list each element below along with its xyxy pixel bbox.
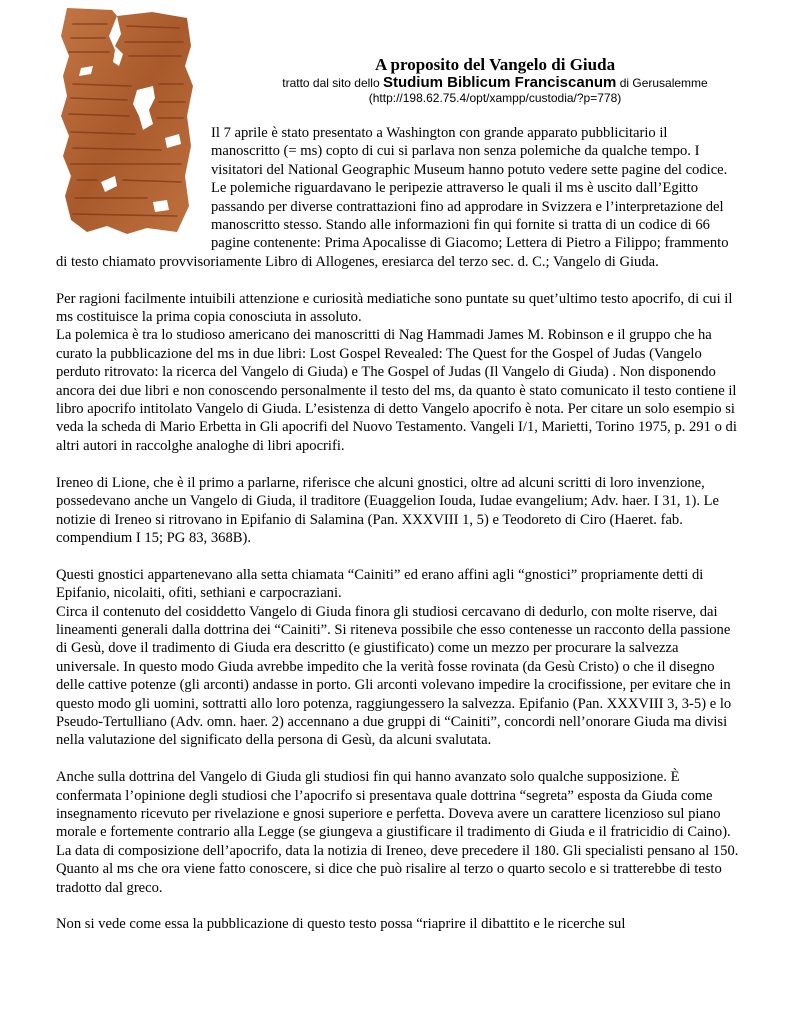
subtitle-suffix: di Gerusalemme (616, 76, 708, 90)
paragraph: Anche sulla dottrina del Vangelo di Giuda gli studiosi fin qui hanno avanzato solo qualche supposizione. È confermata l’opinione degli studiosi che l’apocrifo si presentava quale dottrina “segreta” esposta da Giuda come insegnamento ricevuto per rivelazione e gnosi superiore e perfetta. Doveva avere un carattere licenzioso sul piano morale e fortemente contrario alla Legge (se giungeva a giustificare il tradimento di Giuda e il fratricidio di Caino). La data di composizione dell’apocrifo, data la notizia di Ireneo, deve precedere il 180. Gli specialisti pensano al 150. Quanto al ms che ora viene fatto conoscere, si dice che può risalire al terzo o quarto secolo e si tratterebbe di testo tradotto dal greco. (56, 769, 739, 896)
subtitle-institution: Studium Biblicum Franciscanum (382, 74, 617, 91)
document-subtitle (250, 75, 740, 91)
subtitle-prefix: tratto dal sito dello (282, 76, 383, 90)
paragraph: Ireneo di Lione, che è il primo a parlarne, riferisce che alcuni gnostici, oltre ad alcuni scritti di loro invenzione, possedevano anche un Vangelo di Giuda, il traditore (Euaggelion Iouda, Iudae evangelium; Adv. haer. I 31, 1). Le notizie di Ireneo si ritrovano in Epifanio di Salamina (Pan. XXXVIII 1, 5) e Teodoreto di Ciro (Haeret. fab. compendium I 15; PG 83, 368B). (56, 474, 720, 546)
document-title: A proposito del Vangelo di Giuda (374, 55, 616, 74)
paragraph: Circa il contenuto del cosiddetto Vangelo di Giuda finora gli studiosi cercavano di dedurlo, con molte riserve, dai lineamenti generali dalla dottrina dei “Cainiti”. Si riteneva possibile che esso contenesse un racconto della passione di Gesù, dove il tradimento di Giuda era descritto (e giustificato) come un mezzo per procurare la salvezza universale. In questo modo Giuda avrebbe impedito che la verità fosse rovinata (da Gesù Cristo) o che il disegno delle cattive potenze (gli arconti) andasse in porto. Gli arconti volevano impedire la crocifissione, per evitare che in questo modo gli uomini, sottratti allo loro potenza, raggiungessero la salvezza. Epifanio (Pan. XXXVIII 3, 3-5) e lo Pseudo-Tertulliano (Adv. omn. haer. 2) accennano a due gruppi di “Cainiti”, concordi nell’onorare Giuda ma divisi nella valutazione del significato della persona di Gesù, da alcuni svalutata. (56, 603, 732, 749)
paragraph: Il 7 aprile è stato presentato a Washington con grande apparato pubblicitario il manoscritto (= ms) copto di cui si parlava non senza polemiche da qualche tempo. I visitatori del National Geographic Museum hanno potuto vedere sette pagine del codice. Le polemiche riguardavano le peripezie attraverso le quali il ms è uscito dall’Egitto passando per diverse contrattazioni fino ad approdare in Svizzera e l’interpretazione del manoscritto stesso. Stando alle informazioni fin qui fornite si tratta di un codice di 66 pagine contenente: Prima Apocalisse di Giacomo; Lettera di Pietro a Filippo; frammento di testo chiamato provvisoriamente Libro di Allogenes, eresiarca del terzo sec. d. C.; Vangelo di Giuda. (56, 125, 729, 270)
document-body (56, 124, 740, 934)
document-header (210, 55, 740, 106)
paragraph: La polemica è tra lo studioso americano dei manoscritti di Nag Hammadi James M. Robinson e il gruppo che ha curato la pubblicazione del ms in due libri: Lost Gospel Revealed: The Quest for the Gospel of Judas (Vangelo perduto ritrovato: la ricerca del Vangelo di Giuda) e The Gospel of Judas (Il Vangelo di Giuda) . Non disponendo ancora dei due libri e non conoscendo personalmente il testo del ms, da quanto è stato comunicato il testo contiene il libro apocrifo intitolato Vangelo di Giuda. L’esistenza di detto Vangelo apocrifo è nota. Per citare un solo esempio si veda la scheda di Mario Erbetta in Gli apocrifi del Nuovo Testamento. Vangeli I/1, Marietti, Torino 1975, p. 291 o di altri autori in raccolghe analoghe di libri apocrifi. (56, 327, 737, 454)
image-wrap-spacer (56, 124, 211, 250)
source-url: (http://198.62.75.4/opt/xampp/custodia/?p=778) (368, 91, 622, 105)
paragraph: Non si vede come essa la pubblicazione di questo testo possa “riaprire il dibattito e le ricerche sul (56, 916, 626, 933)
paragraph: Per ragioni facilmente intuibili attenzione e curiosità mediatiche sono puntate su quet’ultimo testo apocrifo, di cui il ms costituisce la prima copia conosciuta in assoluto. (56, 290, 733, 326)
paragraph: Questi gnostici appartenevano alla setta chiamata “Cainiti” ed erano affini agli “gnostici” propriamente detti di Epifanio, nicolaiti, ofiti, sethiani e carpocraziani. (56, 566, 704, 602)
